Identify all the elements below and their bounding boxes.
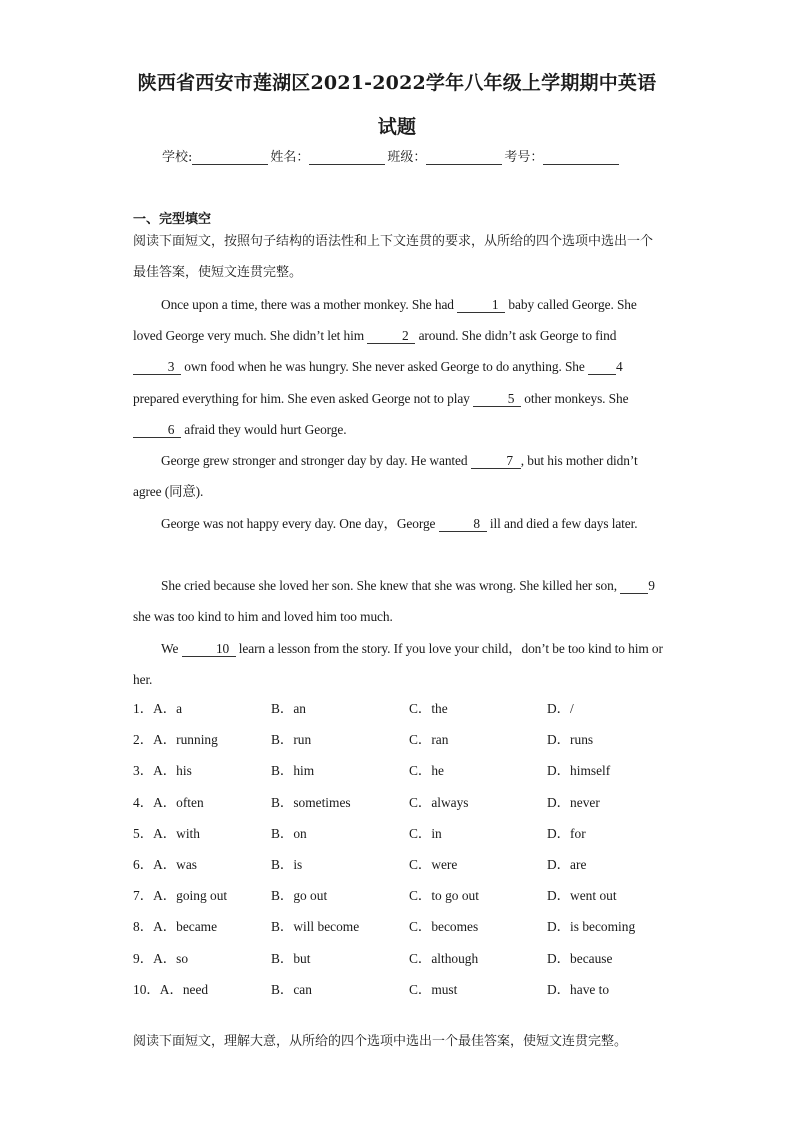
option-text: D．is becoming bbox=[547, 919, 636, 935]
answer-blank-7[interactable]: 7 bbox=[471, 454, 521, 469]
option-text: A．running bbox=[153, 732, 218, 748]
option-c[interactable] bbox=[409, 979, 457, 998]
option-a[interactable] bbox=[133, 792, 204, 811]
question-number: 5． bbox=[133, 825, 154, 841]
answer-blank-6[interactable]: 6 bbox=[133, 423, 181, 438]
option-text: A．with bbox=[153, 825, 200, 841]
option-b[interactable] bbox=[271, 885, 327, 904]
option-d[interactable] bbox=[547, 760, 610, 779]
option-text: C．becomes bbox=[409, 919, 479, 935]
option-text: C．were bbox=[409, 856, 458, 872]
option-text: C．must bbox=[409, 981, 458, 997]
passage-text: other monkeys. She bbox=[521, 390, 629, 406]
class-blank[interactable] bbox=[426, 150, 502, 165]
option-text: D．himself bbox=[547, 763, 611, 779]
school-label: 学校: bbox=[162, 150, 193, 165]
exam-title-continued: 试题 bbox=[377, 116, 417, 138]
passage-text: prepared everything for him. She even asked George not to play bbox=[133, 390, 474, 406]
option-text: A．need bbox=[159, 981, 209, 997]
option-text: B．will become bbox=[271, 919, 360, 935]
option-c[interactable] bbox=[409, 792, 469, 811]
passage-text: ill and died a few days later. bbox=[486, 516, 638, 531]
question-number: 1． bbox=[133, 701, 154, 716]
option-b[interactable] bbox=[271, 698, 306, 717]
option-b[interactable] bbox=[271, 823, 307, 842]
option-text: C．he bbox=[409, 763, 444, 779]
option-text: D．never bbox=[547, 794, 600, 810]
student-info-line bbox=[162, 146, 621, 165]
option-a[interactable] bbox=[133, 854, 197, 873]
option-text: A．was bbox=[153, 856, 197, 872]
option-d[interactable] bbox=[547, 823, 586, 842]
passage-paragraph-5 bbox=[133, 633, 663, 695]
option-a[interactable] bbox=[133, 885, 227, 904]
question-number: 7． bbox=[133, 888, 154, 904]
question-number: 3． bbox=[133, 763, 154, 779]
option-b[interactable] bbox=[271, 729, 311, 748]
answer-blank-4[interactable]: 4 bbox=[588, 360, 616, 375]
question-number: 2． bbox=[133, 732, 154, 748]
option-b[interactable] bbox=[271, 760, 314, 779]
option-text: D．runs bbox=[547, 732, 594, 748]
answer-blank-3[interactable]: 3 bbox=[133, 360, 181, 375]
passage-paragraph-1 bbox=[133, 289, 663, 445]
answer-blank-10[interactable]: 10 bbox=[182, 642, 236, 657]
passage-text: We bbox=[161, 641, 182, 656]
option-text: A．so bbox=[153, 950, 189, 966]
question-number: 9． bbox=[133, 950, 154, 966]
option-d[interactable] bbox=[547, 854, 586, 873]
option-text: B．sometimes bbox=[271, 794, 351, 810]
passage-paragraph-4 bbox=[133, 570, 663, 632]
question-number: 4． bbox=[133, 794, 154, 810]
option-d[interactable] bbox=[547, 792, 600, 811]
option-text: D．for bbox=[547, 825, 586, 841]
option-text: B．run bbox=[271, 732, 312, 748]
option-a[interactable] bbox=[133, 948, 188, 967]
passage-text: baby called George. She loved George very much. She didn’t let him bbox=[133, 297, 637, 344]
option-text: B．but bbox=[271, 950, 311, 966]
option-a[interactable] bbox=[133, 823, 200, 842]
option-b[interactable] bbox=[271, 916, 359, 935]
option-text: D．are bbox=[547, 856, 587, 872]
option-c[interactable] bbox=[409, 698, 448, 717]
class-label: 班级： bbox=[387, 150, 427, 165]
section-instructions: 阅读下面短文，按照句子结构的语法性和上下文连贯的要求，从所给的四个选项中选出一个最佳答案，使短文连贯完整。 bbox=[133, 234, 654, 281]
option-b[interactable] bbox=[271, 948, 310, 967]
option-text: D．because bbox=[547, 950, 613, 966]
option-text: C．to go out bbox=[409, 888, 479, 904]
option-c[interactable] bbox=[409, 760, 444, 779]
passage-text: George grew stronger and stronger day by day. He wanted bbox=[161, 453, 471, 468]
question-number: 8． bbox=[133, 919, 154, 935]
option-d[interactable] bbox=[547, 698, 574, 717]
section-heading-cloze: 一、完型填空 bbox=[133, 212, 212, 227]
option-c[interactable] bbox=[409, 885, 479, 904]
option-a[interactable] bbox=[133, 916, 217, 935]
exam-title: 陕西省西安市莲湖区2021-2022学年八年级上学期期中英语 bbox=[137, 72, 657, 94]
option-text: C．always bbox=[409, 794, 469, 810]
option-text: C．in bbox=[409, 825, 442, 841]
option-b[interactable] bbox=[271, 979, 312, 998]
option-text: B．can bbox=[271, 981, 312, 997]
passage-paragraph-3 bbox=[133, 508, 663, 539]
option-text: B．him bbox=[271, 763, 315, 779]
option-text: A．going out bbox=[153, 888, 228, 904]
option-text: B．go out bbox=[271, 888, 328, 904]
passage-text: George was not happy every day. One day，George bbox=[161, 516, 439, 531]
option-b[interactable] bbox=[271, 792, 351, 811]
option-c[interactable] bbox=[409, 854, 457, 873]
option-a[interactable] bbox=[133, 760, 192, 779]
passage-paragraph-2 bbox=[133, 445, 663, 507]
option-text: D．/ bbox=[547, 701, 574, 716]
option-text: D．have to bbox=[547, 981, 610, 997]
name-blank[interactable] bbox=[309, 150, 385, 165]
option-text: A．a bbox=[153, 701, 183, 716]
passage-text: afraid they would hurt George. bbox=[181, 421, 347, 437]
question-number: 6． bbox=[133, 856, 154, 872]
option-text: B．is bbox=[271, 856, 303, 872]
school-blank[interactable] bbox=[192, 150, 268, 165]
passage-text: Once upon a time, there was a mother monkey. She had bbox=[161, 297, 458, 312]
question-number: 10． bbox=[133, 981, 160, 997]
option-a[interactable] bbox=[133, 729, 218, 748]
option-b[interactable] bbox=[271, 854, 302, 873]
option-text: A．often bbox=[153, 794, 204, 810]
option-text: D．went out bbox=[547, 888, 617, 904]
answer-blank-5[interactable]: 5 bbox=[473, 392, 521, 407]
option-text: B．an bbox=[271, 701, 306, 716]
passage-text: own food when he was hungry. She never asked George to do anything. She bbox=[181, 359, 588, 375]
option-a[interactable] bbox=[133, 698, 182, 717]
option-d[interactable] bbox=[547, 916, 635, 935]
option-text: C．ran bbox=[409, 732, 449, 748]
answer-blank-1[interactable]: 1 bbox=[457, 298, 505, 313]
option-text: B．on bbox=[271, 825, 307, 841]
option-d[interactable] bbox=[547, 948, 612, 967]
section-2-instructions: 阅读下面短文，理解大意，从所给的四个选项中选出一个最佳答案，使短文连贯完整。 bbox=[133, 1034, 628, 1049]
answer-blank-8[interactable]: 8 bbox=[439, 517, 487, 532]
option-text: C．the bbox=[409, 701, 448, 716]
number-label: 考号： bbox=[504, 150, 544, 165]
passage-text: she was too kind to him and loved him too much. bbox=[133, 609, 393, 625]
passage-text: , but his mother didn’t agree (同意). bbox=[133, 453, 638, 500]
answer-blank-9[interactable]: 9 bbox=[620, 579, 648, 594]
name-label: 姓名： bbox=[270, 150, 310, 165]
option-d[interactable] bbox=[547, 979, 609, 998]
option-d[interactable] bbox=[547, 729, 593, 748]
option-a[interactable] bbox=[133, 979, 208, 998]
number-blank[interactable] bbox=[543, 150, 619, 165]
option-text: A．became bbox=[153, 919, 218, 935]
option-c[interactable] bbox=[409, 948, 478, 967]
option-c[interactable] bbox=[409, 823, 442, 842]
passage-text: She cried because she loved her son. She knew that she was wrong. She killed her son, bbox=[161, 578, 621, 593]
passage-text: learn a lesson from the story. If you love your child，don’t be too kind to him or her. bbox=[133, 641, 663, 688]
option-d[interactable] bbox=[547, 885, 617, 904]
option-c[interactable] bbox=[409, 729, 448, 748]
option-c[interactable] bbox=[409, 916, 478, 935]
passage-text: around. She didn’t ask George to find bbox=[415, 328, 617, 344]
option-text: A．his bbox=[153, 763, 192, 779]
option-text: C．although bbox=[409, 950, 479, 966]
answer-blank-2[interactable]: 2 bbox=[367, 329, 415, 344]
